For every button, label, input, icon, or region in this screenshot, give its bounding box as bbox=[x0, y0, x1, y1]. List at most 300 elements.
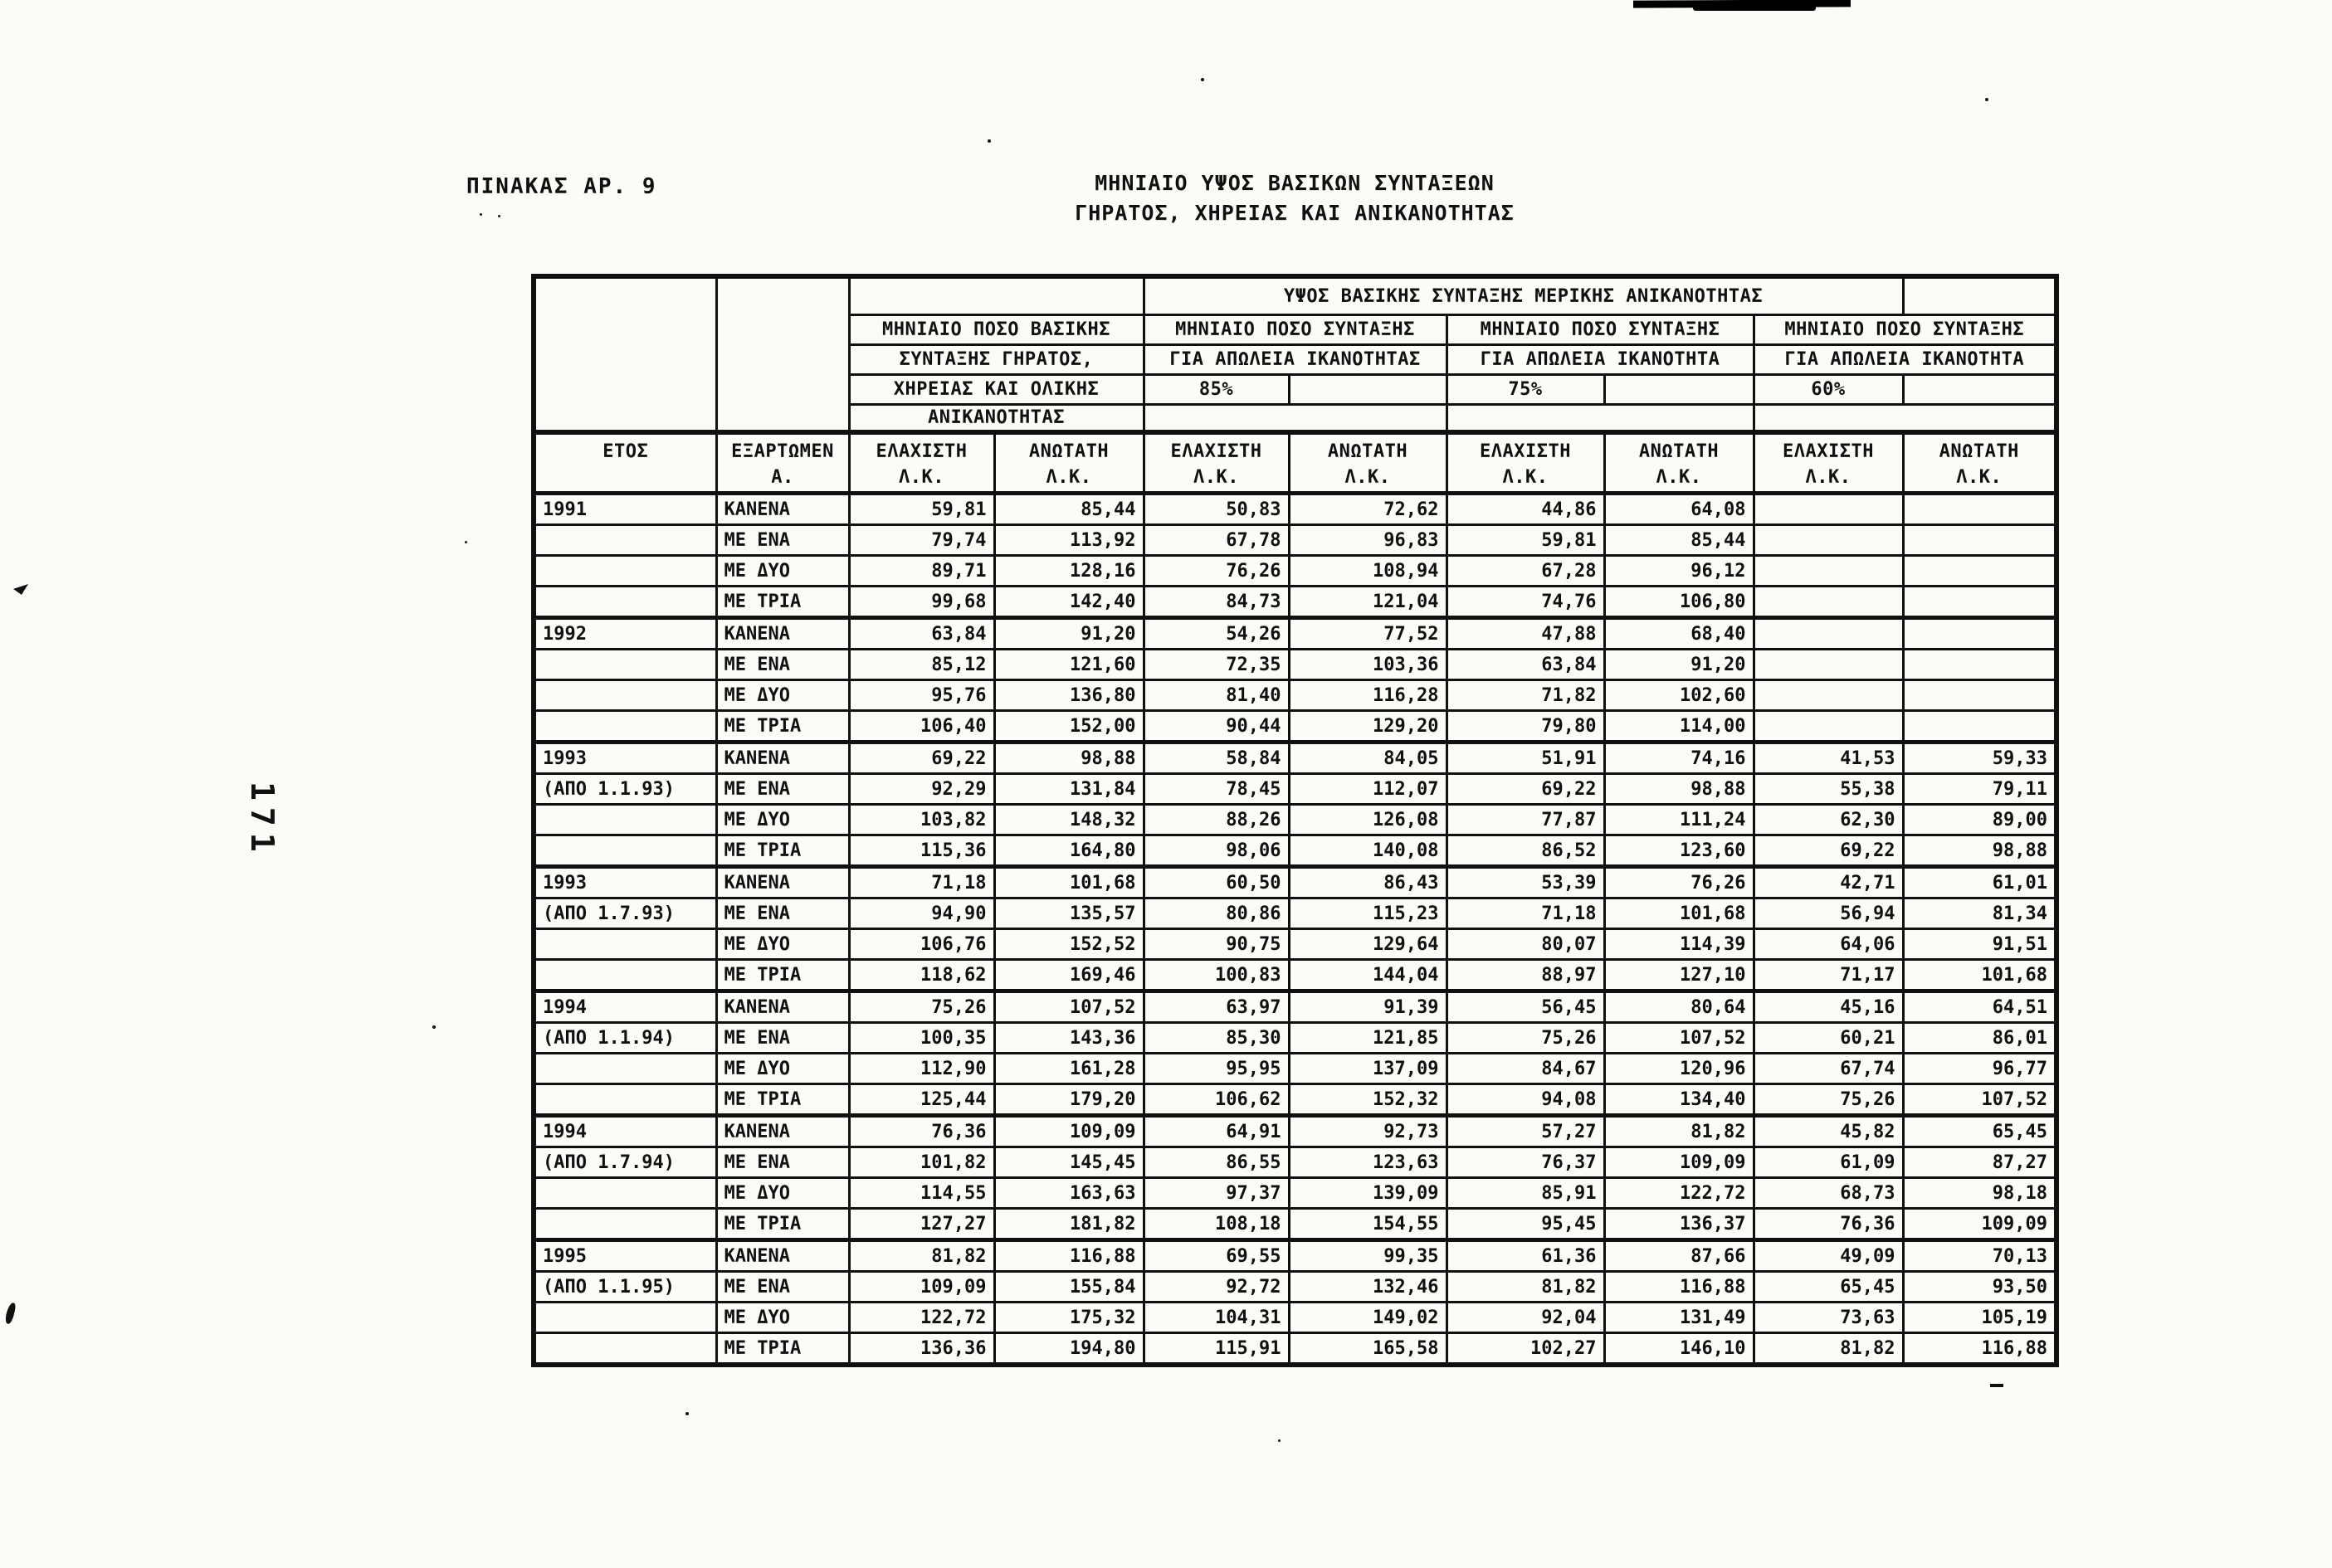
value-cell: 90,44 bbox=[1144, 711, 1289, 743]
value-cell: 100,35 bbox=[849, 1023, 994, 1054]
value-cell: 99,35 bbox=[1289, 1240, 1447, 1272]
value-cell: 95,95 bbox=[1144, 1054, 1289, 1084]
header-col-min-60 bbox=[1754, 432, 1903, 494]
value-cell: 136,80 bbox=[994, 680, 1144, 711]
table-row bbox=[534, 929, 2056, 960]
header-col-unit-label: Λ.Κ. bbox=[1046, 466, 1092, 488]
header-basic-line4: ΑΝΙΚΑΝΟΤΗΤΑΣ bbox=[849, 405, 1144, 433]
dependents-cell: ΜΕ ΕΝΑ bbox=[716, 1023, 849, 1054]
value-cell: 69,22 bbox=[849, 743, 994, 774]
page-number: 171 bbox=[244, 782, 281, 859]
value-cell: 84,05 bbox=[1289, 743, 1447, 774]
value-cell bbox=[1754, 587, 1903, 618]
value-cell: 69,22 bbox=[1447, 774, 1604, 805]
table-row bbox=[534, 835, 2056, 867]
year-cell bbox=[534, 650, 716, 680]
value-cell: 152,52 bbox=[994, 929, 1144, 960]
value-cell: 142,40 bbox=[994, 587, 1144, 618]
value-cell: 175,32 bbox=[994, 1303, 1144, 1333]
year-cell bbox=[534, 805, 716, 835]
table-row bbox=[534, 1333, 2056, 1366]
value-cell: 71,18 bbox=[1447, 898, 1604, 929]
value-cell: 92,29 bbox=[849, 774, 994, 805]
value-cell: 67,28 bbox=[1447, 556, 1604, 587]
value-cell: 81,40 bbox=[1144, 680, 1289, 711]
value-cell: 81,82 bbox=[1447, 1272, 1604, 1303]
header-g85-empty bbox=[1144, 405, 1447, 433]
value-cell: 132,46 bbox=[1289, 1272, 1447, 1303]
value-cell bbox=[1903, 587, 2056, 618]
dependents-cell: ΚΑΝΕΝΑ bbox=[716, 1116, 849, 1147]
dependents-cell: ΚΑΝΕΝΑ bbox=[716, 867, 849, 898]
value-cell: 108,18 bbox=[1144, 1209, 1289, 1240]
document-title-line2: ΓΗΡΑΤΟΣ, ΧΗΡΕΙΑΣ ΚΑΙ ΑΝΙΚΑΝΟΤΗΤΑΣ bbox=[1075, 201, 1515, 226]
value-cell: 79,11 bbox=[1903, 774, 2056, 805]
value-cell: 89,71 bbox=[849, 556, 994, 587]
value-cell: 75,26 bbox=[849, 991, 994, 1023]
year-cell: (ΑΠΟ 1.1.94) bbox=[534, 1023, 716, 1054]
year-cell bbox=[534, 525, 716, 556]
scan-speck bbox=[498, 215, 500, 217]
value-cell: 51,91 bbox=[1447, 743, 1604, 774]
value-cell: 85,91 bbox=[1447, 1178, 1604, 1209]
value-cell: 136,37 bbox=[1604, 1209, 1754, 1240]
value-cell: 94,08 bbox=[1447, 1084, 1604, 1116]
value-cell: 86,01 bbox=[1903, 1023, 2056, 1054]
value-cell: 149,02 bbox=[1289, 1303, 1447, 1333]
value-cell: 103,36 bbox=[1289, 650, 1447, 680]
value-cell: 112,07 bbox=[1289, 774, 1447, 805]
table-row bbox=[534, 556, 2056, 587]
value-cell: 61,36 bbox=[1447, 1240, 1604, 1272]
table-row bbox=[534, 1303, 2056, 1333]
table-row bbox=[534, 1084, 2056, 1116]
value-cell: 91,39 bbox=[1289, 991, 1447, 1023]
value-cell: 95,45 bbox=[1447, 1209, 1604, 1240]
value-cell: 59,81 bbox=[1447, 525, 1604, 556]
table-row bbox=[534, 587, 2056, 618]
year-cell: 1993 bbox=[534, 743, 716, 774]
value-cell: 67,78 bbox=[1144, 525, 1289, 556]
value-cell: 80,86 bbox=[1144, 898, 1289, 929]
value-cell: 106,40 bbox=[849, 711, 994, 743]
dependents-cell: ΜΕ ΤΡΙΑ bbox=[716, 587, 849, 618]
value-cell: 93,50 bbox=[1903, 1272, 2056, 1303]
dependents-cell: ΜΕ ΔΥΟ bbox=[716, 1054, 849, 1084]
value-cell: 126,08 bbox=[1289, 805, 1447, 835]
year-cell bbox=[534, 1178, 716, 1209]
value-cell: 122,72 bbox=[849, 1303, 994, 1333]
value-cell: 81,82 bbox=[1754, 1333, 1903, 1366]
year-cell bbox=[534, 1084, 716, 1116]
value-cell: 98,88 bbox=[1604, 774, 1754, 805]
value-cell: 129,64 bbox=[1289, 929, 1447, 960]
value-cell: 161,28 bbox=[994, 1054, 1144, 1084]
value-cell: 101,68 bbox=[1903, 960, 2056, 991]
value-cell: 86,55 bbox=[1144, 1147, 1289, 1178]
value-cell: 129,20 bbox=[1289, 711, 1447, 743]
value-cell: 79,80 bbox=[1447, 711, 1604, 743]
table-row bbox=[534, 1147, 2056, 1178]
header-empty-dependents-cell bbox=[716, 276, 849, 432]
value-cell: 109,09 bbox=[849, 1272, 994, 1303]
table-label: ΠΙΝΑΚΑΣ ΑΡ. 9 bbox=[466, 174, 657, 199]
value-cell: 120,96 bbox=[1604, 1054, 1754, 1084]
value-cell: 76,37 bbox=[1447, 1147, 1604, 1178]
header-col-min-label: ΕΛΑΧΙΣΤΗ bbox=[1783, 441, 1874, 462]
dependents-cell: ΜΕ ΔΥΟ bbox=[716, 556, 849, 587]
value-cell: 81,82 bbox=[1604, 1116, 1754, 1147]
value-cell: 89,00 bbox=[1903, 805, 2056, 835]
value-cell: 60,21 bbox=[1754, 1023, 1903, 1054]
table-row bbox=[534, 1240, 2056, 1272]
value-cell bbox=[1903, 525, 2056, 556]
dependents-cell: ΚΑΝΕΝΑ bbox=[716, 743, 849, 774]
value-cell: 116,88 bbox=[1604, 1272, 1754, 1303]
value-cell: 125,44 bbox=[849, 1084, 994, 1116]
header-g75-empty bbox=[1447, 405, 1754, 433]
value-cell: 109,09 bbox=[1604, 1147, 1754, 1178]
year-cell: 1993 bbox=[534, 867, 716, 898]
header-basic-line2: ΣΥΝΤΑΞΗΣ ΓΗΡΑΤΟΣ, bbox=[849, 345, 1144, 375]
value-cell: 71,82 bbox=[1447, 680, 1604, 711]
year-cell: (ΑΠΟ 1.1.93) bbox=[534, 774, 716, 805]
header-col-unit-label: Λ.Κ. bbox=[1805, 466, 1851, 488]
value-cell: 179,20 bbox=[994, 1084, 1144, 1116]
header-col-min-75 bbox=[1447, 432, 1604, 494]
scan-speck bbox=[1985, 98, 1988, 101]
scan-artifact-mark bbox=[1990, 1384, 2003, 1387]
value-cell: 146,10 bbox=[1604, 1333, 1754, 1366]
value-cell: 73,63 bbox=[1754, 1303, 1903, 1333]
header-col-max-60 bbox=[1903, 432, 2056, 494]
value-cell: 104,31 bbox=[1144, 1303, 1289, 1333]
value-cell: 78,45 bbox=[1144, 774, 1289, 805]
table-row bbox=[534, 1178, 2056, 1209]
value-cell: 77,52 bbox=[1289, 618, 1447, 650]
value-cell: 116,28 bbox=[1289, 680, 1447, 711]
value-cell: 79,74 bbox=[849, 525, 994, 556]
value-cell: 75,26 bbox=[1754, 1084, 1903, 1116]
scan-speck bbox=[988, 139, 991, 143]
table-row bbox=[534, 960, 2056, 991]
dependents-cell: ΜΕ ΔΥΟ bbox=[716, 1303, 849, 1333]
header-col-max-85 bbox=[1289, 432, 1447, 494]
value-cell: 88,97 bbox=[1447, 960, 1604, 991]
table-row bbox=[534, 867, 2056, 898]
value-cell: 59,33 bbox=[1903, 743, 2056, 774]
value-cell: 131,84 bbox=[994, 774, 1144, 805]
value-cell: 76,26 bbox=[1604, 867, 1754, 898]
value-cell: 144,04 bbox=[1289, 960, 1447, 991]
value-cell: 114,00 bbox=[1604, 711, 1754, 743]
value-cell: 128,16 bbox=[994, 556, 1144, 587]
year-cell: 1995 bbox=[534, 1240, 716, 1272]
table-row bbox=[534, 1023, 2056, 1054]
value-cell: 55,38 bbox=[1754, 774, 1903, 805]
header-col-min-85 bbox=[1144, 432, 1289, 494]
value-cell: 127,27 bbox=[849, 1209, 994, 1240]
value-cell bbox=[1754, 525, 1903, 556]
value-cell: 87,27 bbox=[1903, 1147, 2056, 1178]
header-basic-line1: ΜΗΝΙΑΙΟ ΠΟΣΟ ΒΑΣΙΚΗΣ bbox=[849, 315, 1144, 345]
year-cell bbox=[534, 1054, 716, 1084]
header-col-max-label: ΑΝΩΤΑΤΗ bbox=[1327, 441, 1408, 462]
year-cell: 1991 bbox=[534, 494, 716, 525]
value-cell: 98,18 bbox=[1903, 1178, 2056, 1209]
year-cell bbox=[534, 711, 716, 743]
value-cell: 58,84 bbox=[1144, 743, 1289, 774]
value-cell: 47,88 bbox=[1447, 618, 1604, 650]
value-cell: 61,09 bbox=[1754, 1147, 1903, 1178]
value-cell: 140,08 bbox=[1289, 835, 1447, 867]
header-col-unit-label: Λ.Κ. bbox=[1956, 466, 2003, 488]
value-cell: 194,80 bbox=[994, 1333, 1144, 1366]
value-cell: 72,35 bbox=[1144, 650, 1289, 680]
value-cell: 60,50 bbox=[1144, 867, 1289, 898]
value-cell: 95,76 bbox=[849, 680, 994, 711]
header-col-max-basic bbox=[994, 432, 1144, 494]
year-cell: (ΑΠΟ 1.1.95) bbox=[534, 1272, 716, 1303]
value-cell: 65,45 bbox=[1754, 1272, 1903, 1303]
value-cell: 91,51 bbox=[1903, 929, 2056, 960]
year-cell bbox=[534, 1333, 716, 1366]
header-columns-row bbox=[534, 432, 2056, 494]
year-cell: (ΑΠΟ 1.7.94) bbox=[534, 1147, 716, 1178]
header-g85-line1: ΜΗΝΙΑΙΟ ΠΟΣΟ ΣΥΝΤΑΞΗΣ bbox=[1144, 315, 1447, 345]
value-cell: 115,36 bbox=[849, 835, 994, 867]
value-cell: 44,86 bbox=[1447, 494, 1604, 525]
value-cell: 98,88 bbox=[1903, 835, 2056, 867]
header-g75-line2: ΓΙΑ ΑΠΩΛΕΙΑ ΙΚΑΝΟΤΗΤΑ bbox=[1447, 345, 1754, 375]
value-cell: 114,39 bbox=[1604, 929, 1754, 960]
year-cell: 1992 bbox=[534, 618, 716, 650]
value-cell: 65,45 bbox=[1903, 1116, 2056, 1147]
header-g60-line1: ΜΗΝΙΑΙΟ ΠΟΣΟ ΣΥΝΤΑΞΗΣ bbox=[1754, 315, 2056, 345]
value-cell: 163,63 bbox=[994, 1178, 1144, 1209]
value-cell: 91,20 bbox=[1604, 650, 1754, 680]
scan-artifact-bar bbox=[1693, 5, 1816, 11]
value-cell: 139,09 bbox=[1289, 1178, 1447, 1209]
dependents-cell: ΚΑΝΕΝΑ bbox=[716, 991, 849, 1023]
value-cell bbox=[1754, 556, 1903, 587]
value-cell: 164,80 bbox=[994, 835, 1144, 867]
dependents-cell: ΜΕ ΕΝΑ bbox=[716, 898, 849, 929]
value-cell bbox=[1903, 494, 2056, 525]
scan-speck bbox=[432, 1025, 436, 1029]
table-row bbox=[534, 898, 2056, 929]
value-cell: 121,04 bbox=[1289, 587, 1447, 618]
value-cell: 165,58 bbox=[1289, 1333, 1447, 1366]
value-cell bbox=[1754, 650, 1903, 680]
header-col-min-label: ΕΛΑΧΙΣΤΗ bbox=[1480, 441, 1571, 462]
value-cell: 102,27 bbox=[1447, 1333, 1604, 1366]
value-cell: 85,30 bbox=[1144, 1023, 1289, 1054]
value-cell: 64,51 bbox=[1903, 991, 2056, 1023]
value-cell: 127,10 bbox=[1604, 960, 1754, 991]
table-row bbox=[534, 680, 2056, 711]
value-cell: 97,37 bbox=[1144, 1178, 1289, 1209]
value-cell: 64,08 bbox=[1604, 494, 1754, 525]
dependents-cell: ΜΕ ΤΡΙΑ bbox=[716, 835, 849, 867]
value-cell: 84,67 bbox=[1447, 1054, 1604, 1084]
value-cell: 103,82 bbox=[849, 805, 994, 835]
dependents-cell: ΜΕ ΤΡΙΑ bbox=[716, 960, 849, 991]
scan-artifact-mark bbox=[13, 584, 28, 595]
value-cell: 152,32 bbox=[1289, 1084, 1447, 1116]
value-cell: 69,22 bbox=[1754, 835, 1903, 867]
header-g75-percent-empty bbox=[1604, 375, 1754, 405]
value-cell: 69,55 bbox=[1144, 1240, 1289, 1272]
value-cell: 56,94 bbox=[1754, 898, 1903, 929]
value-cell: 64,91 bbox=[1144, 1116, 1289, 1147]
table-row bbox=[534, 494, 2056, 525]
value-cell: 105,19 bbox=[1903, 1303, 2056, 1333]
value-cell: 107,52 bbox=[1903, 1084, 2056, 1116]
value-cell: 135,57 bbox=[994, 898, 1144, 929]
header-g85-percent: 85% bbox=[1144, 375, 1289, 405]
value-cell: 80,07 bbox=[1447, 929, 1604, 960]
value-cell: 45,16 bbox=[1754, 991, 1903, 1023]
value-cell: 107,52 bbox=[994, 991, 1144, 1023]
table-row bbox=[534, 650, 2056, 680]
value-cell: 96,12 bbox=[1604, 556, 1754, 587]
value-cell: 62,30 bbox=[1754, 805, 1903, 835]
header-g60-empty bbox=[1754, 405, 2056, 433]
value-cell: 99,68 bbox=[849, 587, 994, 618]
value-cell: 92,73 bbox=[1289, 1116, 1447, 1147]
dependents-cell: ΜΕ ΔΥΟ bbox=[716, 680, 849, 711]
table-row bbox=[534, 1272, 2056, 1303]
value-cell: 169,46 bbox=[994, 960, 1144, 991]
value-cell: 59,81 bbox=[849, 494, 994, 525]
header-col-min-label: ΕΛΑΧΙΣΤΗ bbox=[1170, 441, 1262, 462]
header-partial-disability-span: ΥΨΟΣ ΒΑΣΙΚΗΣ ΣΥΝΤΑΞΗΣ ΜΕΡΙΚΗΣ ΑΝΙΚΑΝΟΤΗΤΑΣ bbox=[1144, 276, 1903, 315]
value-cell: 155,84 bbox=[994, 1272, 1144, 1303]
scan-speck bbox=[1201, 78, 1204, 81]
header-col-unit-label: Λ.Κ. bbox=[1502, 466, 1549, 488]
dependents-cell: ΜΕ ΤΡΙΑ bbox=[716, 1209, 849, 1240]
value-cell: 154,55 bbox=[1289, 1209, 1447, 1240]
header-g75-line1: ΜΗΝΙΑΙΟ ΠΟΣΟ ΣΥΝΤΑΞΗΣ bbox=[1447, 315, 1754, 345]
value-cell: 112,90 bbox=[849, 1054, 994, 1084]
year-cell bbox=[534, 587, 716, 618]
value-cell: 123,63 bbox=[1289, 1147, 1447, 1178]
year-cell bbox=[534, 680, 716, 711]
dependents-cell: ΜΕ ΤΡΙΑ bbox=[716, 711, 849, 743]
value-cell: 76,36 bbox=[849, 1116, 994, 1147]
value-cell: 111,24 bbox=[1604, 805, 1754, 835]
header-g85-percent-empty bbox=[1289, 375, 1447, 405]
value-cell: 123,60 bbox=[1604, 835, 1754, 867]
value-cell bbox=[1903, 650, 2056, 680]
value-cell: 106,76 bbox=[849, 929, 994, 960]
value-cell: 115,91 bbox=[1144, 1333, 1289, 1366]
header-g60-line2: ΓΙΑ ΑΠΩΛΕΙΑ ΙΚΑΝΟΤΗΤΑ bbox=[1754, 345, 2056, 375]
value-cell: 116,88 bbox=[1903, 1333, 2056, 1366]
value-cell: 121,60 bbox=[994, 650, 1144, 680]
value-cell: 109,09 bbox=[994, 1116, 1144, 1147]
value-cell bbox=[1903, 680, 2056, 711]
table-row bbox=[534, 743, 2056, 774]
value-cell: 96,77 bbox=[1903, 1054, 2056, 1084]
value-cell: 108,94 bbox=[1289, 556, 1447, 587]
header-col-dependents-line2: Α. bbox=[771, 466, 794, 488]
scan-artifact-mark bbox=[4, 1302, 17, 1324]
value-cell: 113,92 bbox=[994, 525, 1144, 556]
value-cell: 45,82 bbox=[1754, 1116, 1903, 1147]
value-cell: 100,83 bbox=[1144, 960, 1289, 991]
value-cell: 101,68 bbox=[994, 867, 1144, 898]
header-col-min-label: ΕΛΑΧΙΣΤΗ bbox=[876, 441, 968, 462]
value-cell: 80,64 bbox=[1604, 991, 1754, 1023]
year-cell bbox=[534, 1209, 716, 1240]
value-cell: 102,60 bbox=[1604, 680, 1754, 711]
dependents-cell: ΚΑΝΕΝΑ bbox=[716, 618, 849, 650]
dependents-cell: ΜΕ ΕΝΑ bbox=[716, 525, 849, 556]
year-cell bbox=[534, 960, 716, 991]
value-cell: 74,76 bbox=[1447, 587, 1604, 618]
scan-speck bbox=[1278, 1439, 1281, 1442]
header-col-unit-label: Λ.Κ. bbox=[1193, 466, 1239, 488]
value-cell: 76,26 bbox=[1144, 556, 1289, 587]
scan-speck bbox=[480, 213, 482, 216]
dependents-cell: ΜΕ ΕΝΑ bbox=[716, 650, 849, 680]
value-cell: 92,04 bbox=[1447, 1303, 1604, 1333]
value-cell bbox=[1903, 556, 2056, 587]
header-col-dependents bbox=[716, 432, 849, 494]
year-cell bbox=[534, 929, 716, 960]
header-col-unit-label: Λ.Κ. bbox=[899, 466, 944, 488]
document-title-line1: ΜΗΝΙΑΙΟ ΥΨΟΣ ΒΑΣΙΚΩΝ ΣΥΝΤΑΞΕΩΝ bbox=[1095, 171, 1495, 195]
header-g75-percent: 75% bbox=[1447, 375, 1604, 405]
header-row bbox=[534, 276, 2056, 315]
value-cell: 90,75 bbox=[1144, 929, 1289, 960]
scan-speck bbox=[465, 541, 467, 543]
value-cell: 92,72 bbox=[1144, 1272, 1289, 1303]
value-cell: 84,73 bbox=[1144, 587, 1289, 618]
header-col-min-basic bbox=[849, 432, 994, 494]
dependents-cell: ΜΕ ΔΥΟ bbox=[716, 1178, 849, 1209]
header-empty-top-right-cell bbox=[1903, 276, 2056, 315]
value-cell: 85,44 bbox=[994, 494, 1144, 525]
table-row bbox=[534, 1054, 2056, 1084]
scan-speck bbox=[685, 1412, 689, 1415]
value-cell: 42,71 bbox=[1754, 867, 1903, 898]
value-cell: 81,34 bbox=[1903, 898, 2056, 929]
value-cell: 131,49 bbox=[1604, 1303, 1754, 1333]
value-cell: 109,09 bbox=[1903, 1209, 2056, 1240]
pension-table bbox=[531, 274, 2059, 1367]
document-title bbox=[913, 168, 1676, 229]
value-cell: 101,82 bbox=[849, 1147, 994, 1178]
value-cell: 88,26 bbox=[1144, 805, 1289, 835]
value-cell: 85,44 bbox=[1604, 525, 1754, 556]
value-cell: 71,17 bbox=[1754, 960, 1903, 991]
dependents-cell: ΜΕ ΤΡΙΑ bbox=[716, 1084, 849, 1116]
value-cell: 86,52 bbox=[1447, 835, 1604, 867]
value-cell: 75,26 bbox=[1447, 1023, 1604, 1054]
dependents-cell: ΜΕ ΕΝΑ bbox=[716, 1147, 849, 1178]
value-cell: 71,18 bbox=[849, 867, 994, 898]
year-cell bbox=[534, 556, 716, 587]
value-cell: 70,13 bbox=[1903, 1240, 2056, 1272]
value-cell: 118,62 bbox=[849, 960, 994, 991]
value-cell: 101,68 bbox=[1604, 898, 1754, 929]
table-row bbox=[534, 991, 2056, 1023]
table-row bbox=[534, 1116, 2056, 1147]
value-cell: 91,20 bbox=[994, 618, 1144, 650]
